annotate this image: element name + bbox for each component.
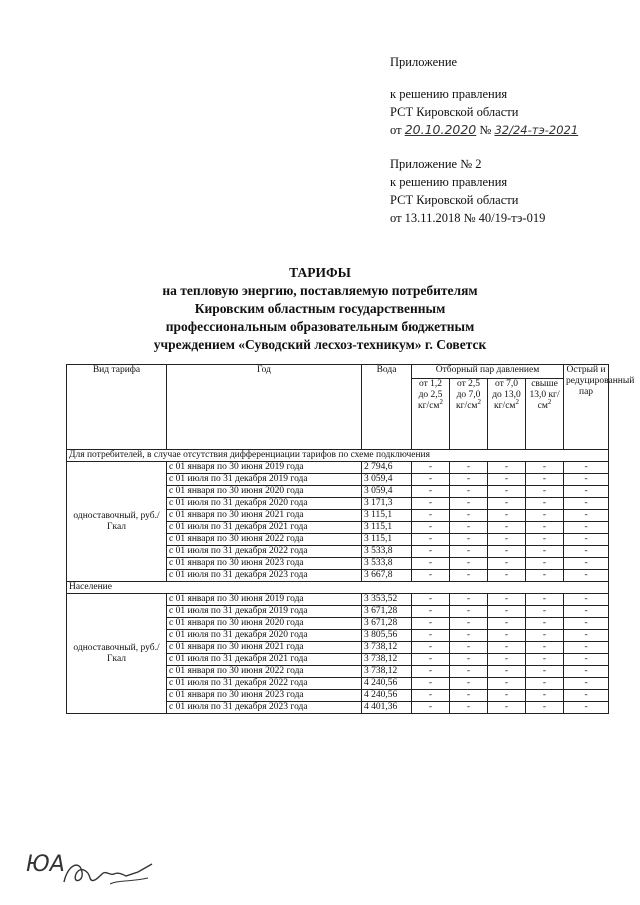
number-prefix: № [479, 123, 492, 137]
steam-value-cell: - [450, 522, 488, 534]
water-value-cell: 3 115,1 [362, 522, 412, 534]
tariffs-table [66, 364, 635, 714]
water-value-cell: 4 240,56 [362, 690, 412, 702]
steam-value-cell: - [488, 702, 526, 714]
steam-value-cell: - [488, 678, 526, 690]
steam-value-cell: - [526, 474, 564, 486]
water-value-cell: 4 401,36 [362, 702, 412, 714]
period-cell: с 01 января по 30 июня 2021 года [167, 642, 362, 654]
period-cell: с 01 января по 30 июня 2019 года [167, 462, 362, 474]
steam-value-cell: - [412, 690, 450, 702]
period-cell: с 01 июля по 31 декабря 2023 года [167, 702, 362, 714]
table-row [67, 594, 609, 606]
header-sharp-steam: Острый и редуцированный пар [564, 365, 609, 450]
period-cell: с 01 января по 30 июня 2022 года [167, 666, 362, 678]
steam-value-cell: - [488, 570, 526, 582]
steam-value-cell: - [412, 546, 450, 558]
steam-value-cell: - [412, 522, 450, 534]
steam-value-cell: - [564, 558, 609, 570]
steam-value-cell: - [450, 594, 488, 606]
steam-value-cell: - [564, 570, 609, 582]
steam-value-cell: - [488, 630, 526, 642]
period-cell: с 01 июля по 31 декабря 2019 года [167, 606, 362, 618]
steam-value-cell: - [564, 606, 609, 618]
period-cell: с 01 января по 30 июня 2023 года [167, 690, 362, 702]
steam-value-cell: - [526, 510, 564, 522]
steam-value-cell: - [488, 462, 526, 474]
steam-value-cell: - [488, 558, 526, 570]
water-value-cell: 3 667,8 [362, 570, 412, 582]
steam-value-cell: - [526, 642, 564, 654]
steam-value-cell: - [564, 486, 609, 498]
steam-value-cell: - [526, 666, 564, 678]
steam-value-cell: - [488, 618, 526, 630]
steam-value-cell: - [526, 570, 564, 582]
steam-value-cell: - [450, 546, 488, 558]
steam-value-cell: - [564, 630, 609, 642]
period-cell: с 01 июля по 31 декабря 2023 года [167, 570, 362, 582]
header-year: Год [167, 365, 362, 450]
water-value-cell: 3 115,1 [362, 510, 412, 522]
water-value-cell: 3 738,12 [362, 642, 412, 654]
steam-value-cell: - [412, 534, 450, 546]
steam-value-cell: - [488, 594, 526, 606]
steam-value-cell: - [450, 618, 488, 630]
period-cell: с 01 июля по 31 декабря 2020 года [167, 498, 362, 510]
steam-value-cell: - [564, 678, 609, 690]
steam-value-cell: - [450, 678, 488, 690]
steam-value-cell: - [412, 474, 450, 486]
header-selected-steam: Отборный пар давлением [412, 365, 564, 379]
steam-value-cell: - [450, 666, 488, 678]
steam-value-cell: - [488, 510, 526, 522]
steam-value-cell: - [450, 630, 488, 642]
steam-value-cell: - [488, 690, 526, 702]
steam-value-cell: - [412, 618, 450, 630]
steam-value-cell: - [564, 690, 609, 702]
steam-value-cell: - [564, 498, 609, 510]
steam-value-cell: - [564, 462, 609, 474]
table-row [67, 462, 609, 474]
appendix-decision-line: к решению правления [390, 87, 508, 101]
water-value-cell: 3 171,3 [362, 498, 412, 510]
steam-value-cell: - [564, 546, 609, 558]
water-value-cell: 4 240,56 [362, 678, 412, 690]
appendix2-decision-line: к решению правления [390, 175, 508, 189]
steam-value-cell: - [488, 666, 526, 678]
period-cell: с 01 июля по 31 декабря 2019 года [167, 474, 362, 486]
appendix2-authority-line: РСТ Кировской области [390, 193, 519, 207]
water-value-cell: 3 671,28 [362, 606, 412, 618]
water-value-cell: 3 805,56 [362, 630, 412, 642]
steam-value-cell: - [564, 654, 609, 666]
steam-value-cell: - [412, 462, 450, 474]
water-value-cell: 3 353,52 [362, 594, 412, 606]
steam-value-cell: - [412, 654, 450, 666]
steam-value-cell: - [450, 702, 488, 714]
steam-value-cell: - [488, 642, 526, 654]
steam-value-cell: - [412, 558, 450, 570]
header-tariff-type: Вид тарифа [67, 365, 167, 450]
steam-value-cell: - [450, 570, 488, 582]
steam-value-cell: - [412, 510, 450, 522]
header-water: Вода [362, 365, 412, 450]
steam-value-cell: - [450, 486, 488, 498]
water-value-cell: 3 738,12 [362, 654, 412, 666]
tariff-kind-cell: одноставочный, руб./Гкал [67, 462, 167, 582]
steam-value-cell: - [564, 618, 609, 630]
steam-value-cell: - [488, 654, 526, 666]
title-line-3: Кировским областным государственным [194, 301, 446, 316]
period-cell: с 01 июля по 31 декабря 2022 года [167, 546, 362, 558]
steam-value-cell: - [450, 462, 488, 474]
steam-value-cell: - [526, 690, 564, 702]
water-value-cell: 3 533,8 [362, 546, 412, 558]
steam-value-cell: - [564, 474, 609, 486]
period-cell: с 01 января по 30 июня 2019 года [167, 594, 362, 606]
steam-value-cell: - [412, 666, 450, 678]
steam-value-cell: - [488, 474, 526, 486]
section-consumers [67, 450, 609, 582]
water-value-cell: 3 533,8 [362, 558, 412, 570]
steam-value-cell: - [564, 510, 609, 522]
water-value-cell: 3 059,4 [362, 486, 412, 498]
steam-value-cell: - [526, 522, 564, 534]
steam-value-cell: - [412, 606, 450, 618]
header-pressure-1: от 1,2 до 2,5 $кг/см^2$ [412, 379, 450, 450]
steam-value-cell: - [412, 678, 450, 690]
header-pressure-4: свыше 13,0 $кг/см^2$ [526, 379, 564, 450]
title-line-2: на тепловую энергию, поставляемую потребителям [162, 283, 478, 298]
steam-value-cell: - [412, 630, 450, 642]
steam-value-cell: - [488, 486, 526, 498]
steam-value-cell: - [450, 642, 488, 654]
steam-value-cell: - [526, 546, 564, 558]
steam-value-cell: - [412, 642, 450, 654]
date-prefix: от [390, 123, 402, 137]
steam-value-cell: - [526, 702, 564, 714]
steam-value-cell: - [526, 630, 564, 642]
document-title: ТАРИФЫ [289, 265, 351, 280]
period-cell: с 01 января по 30 июня 2021 года [167, 510, 362, 522]
steam-value-cell: - [564, 534, 609, 546]
steam-value-cell: - [450, 654, 488, 666]
appendix2-title: Приложение № 2 [390, 157, 482, 171]
handwritten-date: 20.10.2020 [404, 122, 477, 137]
signature-image [58, 850, 158, 896]
steam-value-cell: - [564, 594, 609, 606]
section-population [67, 582, 609, 714]
section-label: Для потребителей, в случае отсутствия дифференциации тарифов по схеме подключения [67, 450, 609, 462]
period-cell: с 01 января по 30 июня 2022 года [167, 534, 362, 546]
appendix-date-line [390, 122, 578, 138]
steam-value-cell: - [488, 606, 526, 618]
water-value-cell: 3 115,1 [362, 534, 412, 546]
period-cell: с 01 января по 30 июня 2023 года [167, 558, 362, 570]
steam-value-cell: - [488, 534, 526, 546]
period-cell: с 01 июля по 31 декабря 2021 года [167, 654, 362, 666]
steam-value-cell: - [488, 522, 526, 534]
period-cell: с 01 июля по 31 декабря 2022 года [167, 678, 362, 690]
steam-value-cell: - [526, 498, 564, 510]
steam-value-cell: - [450, 690, 488, 702]
steam-value-cell: - [450, 534, 488, 546]
appendix-title: Приложение [390, 55, 458, 69]
handwritten-number: 32/24-тэ-2021 [494, 123, 579, 137]
title-line-5: учреждением «Суводский лесхоз-техникум» г. Советск [153, 337, 487, 352]
water-value-cell: 3 738,12 [362, 666, 412, 678]
header-pressure-2: от 2,5 до 7,0 $кг/см^2$ [450, 379, 488, 450]
steam-value-cell: - [526, 534, 564, 546]
appendix2-date-line: от 13.11.2018 № 40/19-тэ-019 [390, 211, 546, 225]
period-cell: с 01 июля по 31 декабря 2020 года [167, 630, 362, 642]
steam-value-cell: - [526, 462, 564, 474]
steam-value-cell: - [450, 510, 488, 522]
steam-value-cell: - [412, 702, 450, 714]
steam-value-cell: - [526, 618, 564, 630]
handwritten-initials: ЮА [26, 852, 65, 877]
steam-value-cell: - [412, 486, 450, 498]
steam-value-cell: - [412, 570, 450, 582]
steam-value-cell: - [488, 498, 526, 510]
period-cell: с 01 января по 30 июня 2020 года [167, 486, 362, 498]
steam-value-cell: - [526, 486, 564, 498]
steam-value-cell: - [526, 606, 564, 618]
period-cell: с 01 июля по 31 декабря 2021 года [167, 522, 362, 534]
steam-value-cell: - [564, 642, 609, 654]
steam-value-cell: - [450, 606, 488, 618]
water-value-cell: 2 794,6 [362, 462, 412, 474]
water-value-cell: 3 059,4 [362, 474, 412, 486]
tariff-kind-cell: одноставочный, руб./Гкал [67, 594, 167, 714]
steam-value-cell: - [488, 546, 526, 558]
steam-value-cell: - [450, 498, 488, 510]
period-cell: с 01 января по 30 июня 2020 года [167, 618, 362, 630]
steam-value-cell: - [564, 702, 609, 714]
steam-value-cell: - [450, 558, 488, 570]
section-label: Население [67, 582, 609, 594]
steam-value-cell: - [564, 522, 609, 534]
steam-value-cell: - [526, 558, 564, 570]
title-line-4: профессиональным образовательным бюджетным [165, 319, 475, 334]
steam-value-cell: - [450, 474, 488, 486]
steam-value-cell: - [412, 498, 450, 510]
steam-value-cell: - [412, 594, 450, 606]
steam-value-cell: - [526, 678, 564, 690]
water-value-cell: 3 671,28 [362, 618, 412, 630]
steam-value-cell: - [526, 594, 564, 606]
steam-value-cell: - [564, 666, 609, 678]
appendix-authority-line: РСТ Кировской области [390, 105, 519, 119]
header-pressure-3: от 7,0 до 13,0 $кг/см^2$ [488, 379, 526, 450]
steam-value-cell: - [526, 654, 564, 666]
